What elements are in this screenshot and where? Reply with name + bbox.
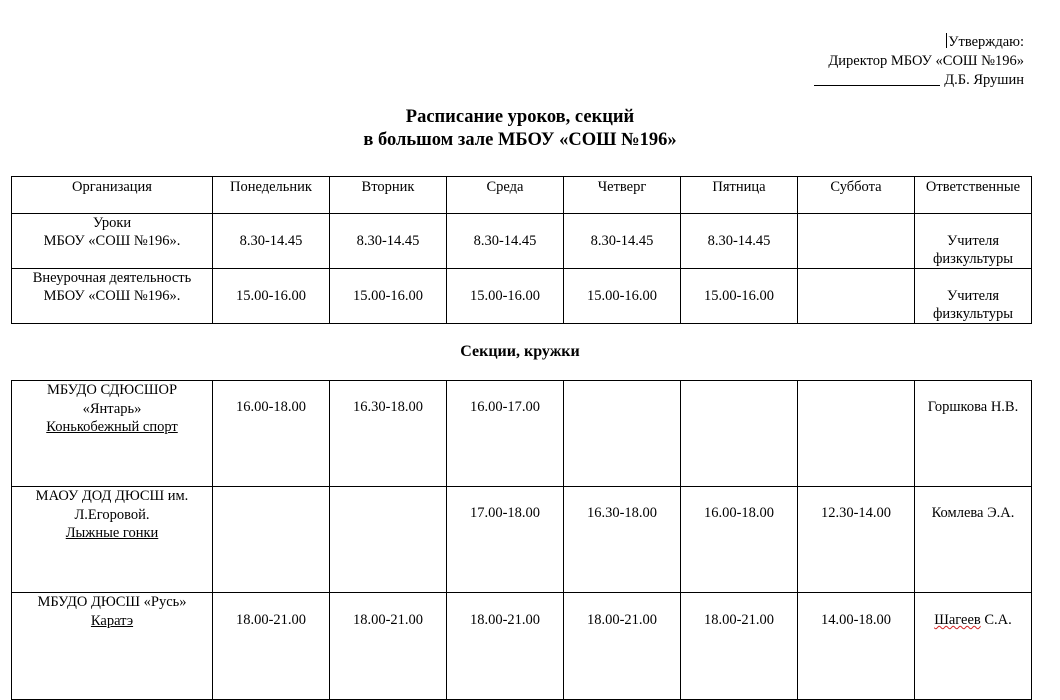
time-cell: [564, 381, 681, 487]
header-cell-saturday: Суббота: [798, 177, 915, 214]
responsible-cell: [915, 269, 1032, 324]
responsible-line: физкультуры: [932, 306, 1014, 322]
responsible-line: Учителя: [947, 288, 999, 304]
approval-block: [814, 33, 1024, 90]
time-cell: 17.00-18.00: [447, 487, 564, 593]
time-cell: 8.30-14.45: [681, 214, 798, 269]
document-title: [0, 106, 1040, 152]
header-cell-wednesday: Среда: [447, 177, 564, 214]
time-cell: [798, 381, 915, 487]
time-cell: 15.00-16.00: [213, 269, 330, 324]
table-header-row: [12, 177, 1032, 214]
approval-line-1: [814, 33, 1024, 52]
org-line: Каратэ: [90, 612, 134, 629]
time-cell: 16.00-17.00: [447, 381, 564, 487]
time-cell: 18.00-21.00: [213, 593, 330, 700]
time-cell: 8.30-14.45: [213, 214, 330, 269]
responsible-cell: [915, 593, 1032, 700]
responsible-line: Учителя: [947, 233, 999, 249]
header-cell-thursday: Четверг: [564, 177, 681, 214]
org-line: МБОУ «СОШ №196».: [43, 288, 181, 304]
approval-line-2: Директор МБОУ «СОШ №196»: [828, 53, 1024, 69]
signature-line: [814, 71, 940, 86]
time-cell: [798, 214, 915, 269]
org-line: МБУДО ДЮСШ «Русь»: [37, 594, 187, 610]
org-line: «Янтарь»: [82, 400, 142, 417]
time-cell: 18.00-21.00: [564, 593, 681, 700]
org-cell: [12, 381, 213, 487]
time-cell: 8.30-14.45: [447, 214, 564, 269]
time-cell: 15.00-16.00: [681, 269, 798, 324]
time-cell: 18.00-21.00: [330, 593, 447, 700]
time-cell: 16.30-18.00: [330, 381, 447, 487]
table-row: [12, 214, 1032, 269]
approval-label: Утверждаю:: [948, 34, 1024, 50]
time-cell: 14.00-18.00: [798, 593, 915, 700]
time-cell: 15.00-16.00: [330, 269, 447, 324]
responsible-cell: [915, 214, 1032, 269]
title-line-2: в большом зале МБОУ «СОШ №196»: [363, 130, 677, 150]
org-cell: [12, 214, 213, 269]
schedule-table: [11, 176, 1032, 324]
header-cell-responsible: Ответственные: [915, 177, 1032, 214]
time-cell: 12.30-14.00: [798, 487, 915, 593]
responsible-cell: Горшкова Н.В.: [915, 381, 1032, 487]
header-cell-friday: Пятница: [681, 177, 798, 214]
responsible-cell: Комлева Э.А.: [915, 487, 1032, 593]
time-cell: 16.30-18.00: [564, 487, 681, 593]
time-cell: [330, 487, 447, 593]
org-line: Лыжные гонки: [65, 525, 159, 541]
header-cell-monday: Понедельник: [213, 177, 330, 214]
time-cell: 18.00-21.00: [681, 593, 798, 700]
time-cell: 16.00-18.00: [681, 487, 798, 593]
org-line: Конькобежный спорт: [46, 419, 178, 435]
org-line: Внеурочная деятельность: [32, 270, 192, 286]
org-line: Уроки: [92, 215, 132, 231]
time-cell: 15.00-16.00: [564, 269, 681, 324]
table-row: [12, 593, 1032, 700]
header-cell-organization: Организация: [12, 177, 213, 214]
responsible-line: физкультуры: [932, 251, 1014, 267]
approval-line-3: [814, 71, 1024, 90]
title-line-1: Расписание уроков, секций: [405, 107, 635, 127]
org-line: МАОУ ДОД ДЮСШ им.: [35, 488, 189, 504]
time-cell: 15.00-16.00: [447, 269, 564, 324]
table-row: [12, 269, 1032, 324]
sections-table: [11, 380, 1032, 700]
time-cell: 8.30-14.45: [564, 214, 681, 269]
org-cell: [12, 487, 213, 593]
sections-title: Секции, кружки: [460, 343, 580, 360]
org-line: МБОУ «СОШ №196».: [43, 233, 181, 249]
time-cell: [213, 487, 330, 593]
table-row: [12, 487, 1032, 593]
responsible-surname: Шагеев: [934, 612, 981, 628]
org-cell: [12, 593, 213, 700]
responsible-initials: С.А.: [980, 612, 1012, 628]
director-name: Д.Б. Ярушин: [944, 72, 1024, 88]
org-cell: [12, 269, 213, 324]
time-cell: [798, 269, 915, 324]
org-line: МБУДО СДЮСШОР: [46, 382, 178, 398]
org-line: Л.Егоровой.: [74, 506, 150, 523]
time-cell: [681, 381, 798, 487]
header-cell-tuesday: Вторник: [330, 177, 447, 214]
time-cell: 16.00-18.00: [213, 381, 330, 487]
time-cell: 8.30-14.45: [330, 214, 447, 269]
time-cell: 18.00-21.00: [447, 593, 564, 700]
table-row: [12, 381, 1032, 487]
